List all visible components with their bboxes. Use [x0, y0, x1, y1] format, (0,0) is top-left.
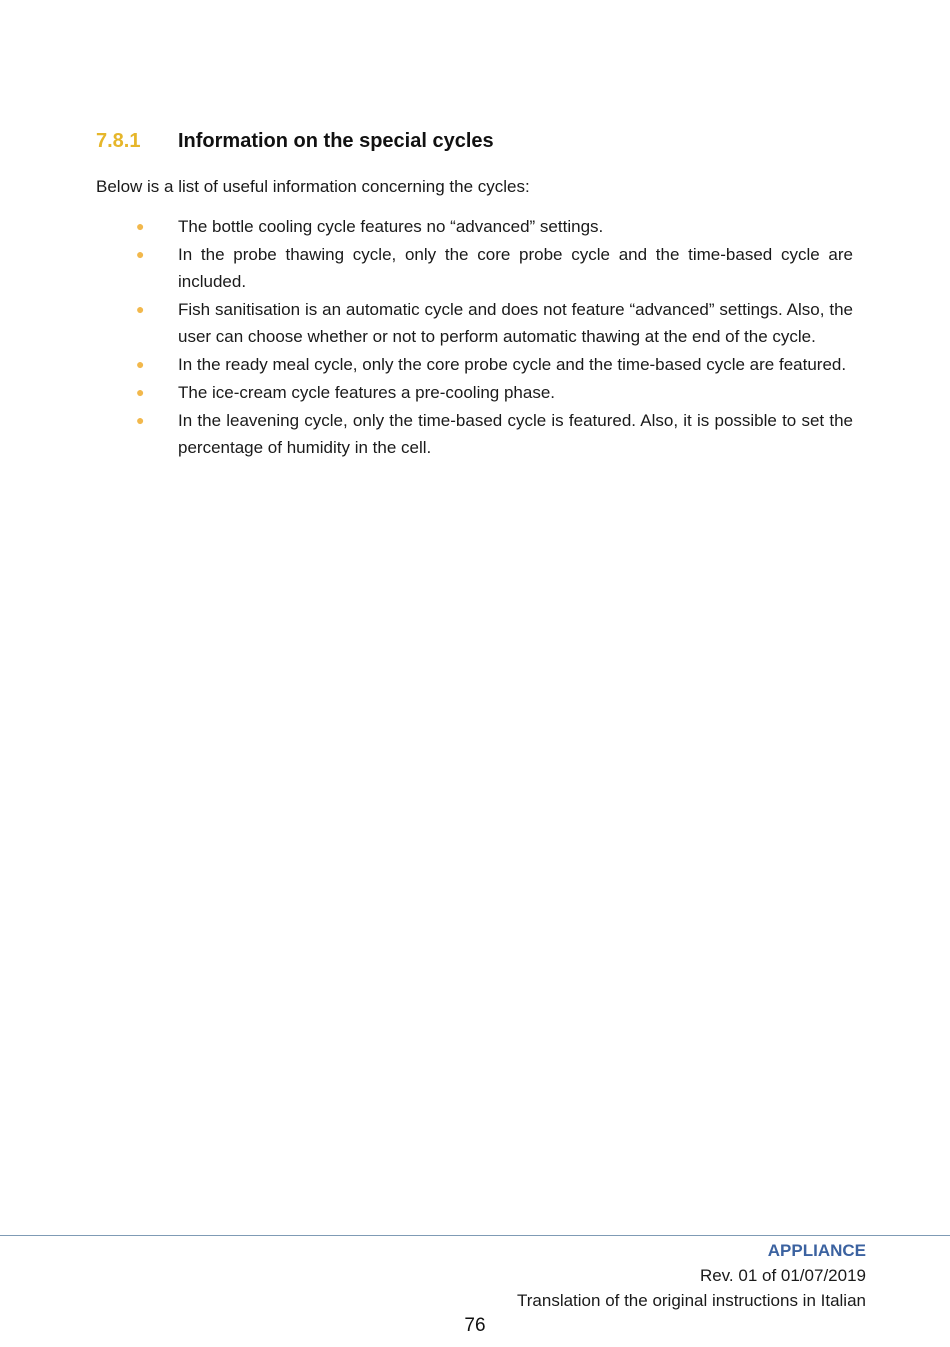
- bullet-icon: ●: [136, 218, 145, 234]
- list-item-text: In the leavening cycle, only the time-based cycle is featured. Also, it is possible to set the percentage of humidity in the cell.: [178, 411, 853, 457]
- bullet-icon: ●: [136, 246, 145, 262]
- section-title: Information on the special cycles: [178, 130, 494, 152]
- list-item-text: In the ready meal cycle, only the core probe cycle and the time-based cycle are featured.: [178, 355, 847, 374]
- footer-revision: Rev. 01 of 01/07/2019: [699, 1266, 866, 1285]
- footer-brand: APPLIANCE: [767, 1241, 866, 1260]
- list-item-text: In the probe thawing cycle, only the core probe cycle and the time-based cycle are included.: [178, 245, 853, 291]
- list-item: [136, 379, 853, 406]
- bullet-icon: ●: [136, 301, 145, 317]
- page-number: 76: [464, 1315, 486, 1336]
- cycle-info-list: [136, 213, 853, 462]
- footer-divider: [0, 1235, 950, 1236]
- list-item: [136, 407, 853, 461]
- intro-paragraph: Below is a list of useful information concerning the cycles:: [96, 177, 530, 196]
- list-item: [136, 213, 853, 240]
- list-item-text: The ice-cream cycle features a pre-cooling phase.: [178, 383, 556, 402]
- list-item-text: The bottle cooling cycle features no “advanced” settings.: [178, 217, 604, 236]
- list-item: [136, 296, 853, 350]
- footer-translation-note: Translation of the original instructions in Italian: [517, 1291, 866, 1310]
- list-item: [136, 351, 853, 378]
- bullet-icon: ●: [136, 356, 145, 372]
- page-footer: [517, 1238, 866, 1313]
- list-item: [136, 241, 853, 295]
- bullet-icon: ●: [136, 384, 145, 400]
- section-heading: [96, 130, 494, 153]
- bullet-icon: ●: [136, 412, 145, 428]
- section-number: 7.8.1: [96, 130, 141, 152]
- list-item-text: Fish sanitisation is an automatic cycle and does not feature “advanced” settings. Also, the user can choose whether or not to perform automatic thawing at the end of the cycle.: [178, 300, 853, 346]
